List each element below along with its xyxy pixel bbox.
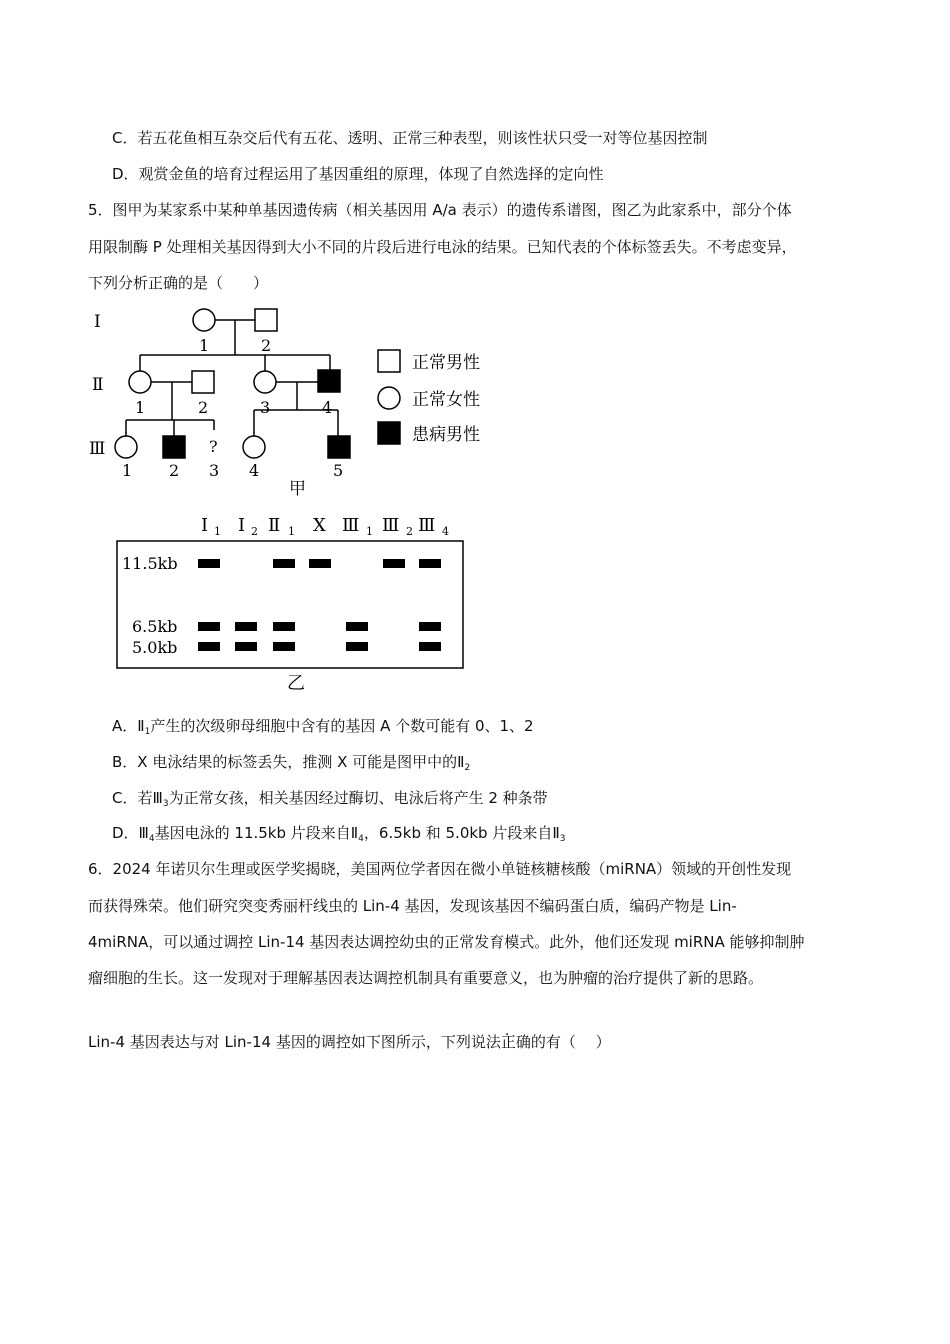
band <box>383 559 405 568</box>
svg-text:1: 1 <box>288 525 295 538</box>
band <box>198 559 220 568</box>
band <box>419 642 441 651</box>
lane-label: Ⅱ <box>268 515 281 536</box>
lane-label: Ⅲ <box>418 515 436 536</box>
band <box>198 642 220 651</box>
female-i1 <box>193 309 215 331</box>
svg-text:5: 5 <box>333 461 344 480</box>
lane-label: Ⅰ <box>201 515 209 536</box>
band <box>273 622 295 631</box>
q6-stem-line1: 6．2024 年诺贝尔生理或医学奖揭晓，美国两位学者因在微小单链核糖核酸（miRNA）领域的开创性发现 <box>88 860 792 878</box>
band <box>419 559 441 568</box>
svg-text:2: 2 <box>198 398 209 417</box>
emphasis-char: 正 <box>500 1033 516 1051</box>
pedigree-chart <box>80 300 520 500</box>
band <box>235 642 257 651</box>
lane-label: X <box>313 515 326 536</box>
gel-chart <box>110 505 480 695</box>
svg-text:4: 4 <box>322 398 333 417</box>
svg-text:2: 2 <box>251 525 258 538</box>
svg-text:2: 2 <box>261 336 272 355</box>
gel-caption: 乙 <box>287 673 305 694</box>
band <box>346 622 368 631</box>
q6-question-line: Lin-4 基因表达与对 Lin-14 基因的调控如下图所示，下列说法正确的有（ ） <box>88 1033 611 1051</box>
svg-text:1: 1 <box>199 336 210 355</box>
band <box>309 559 331 568</box>
band <box>273 559 295 568</box>
svg-text:2: 2 <box>406 525 413 538</box>
svg-text:3: 3 <box>209 461 220 480</box>
gen-label-ii: Ⅱ <box>92 375 104 395</box>
q5-option-c: C．若$Ⅲ_3$为正常女孩，相关基因经过酶切、电泳后将产生 2 种条带 <box>112 789 548 809</box>
svg-text:4: 4 <box>249 461 260 480</box>
size-label: 5.0kb <box>132 638 178 657</box>
q5-option-a: A．$Ⅱ_1$产生的次级卵母细胞中含有的基因 A 个数可能有 0、1、2 <box>112 717 534 737</box>
q5-stem-line1: 5．图甲为某家系中某种单基因遗传病（相关基因用 A/a 表示）的遗传系谱图，图乙为此家系中，部分个体 <box>88 201 792 219</box>
q6-stem-line4: 瘤细胞的生长。这一发现对于理解基因表达调控机制具有重要意义，也为肿瘤的治疗提供了新的思路。 <box>88 969 764 987</box>
q6-stem-line2: 而获得殊荣。他们研究突变秀丽杆线虫的 Lin-4 基因，发现该基因不编码蛋白质，编码产物是 Lin- <box>88 897 737 915</box>
svg-text:3: 3 <box>260 398 271 417</box>
q4-option-d: D．观赏金鱼的培育过程运用了基因重组的原理，体现了自然选择的定向性 <box>112 165 604 183</box>
q6-stem-line3: 4miRNA，可以通过调控 Lin-14 基因表达调控幼虫的正常发育模式。此外，他们还发现 miRNA 能够抑制肿 <box>88 933 805 951</box>
svg-text:1: 1 <box>214 525 221 538</box>
svg-text:1: 1 <box>366 525 373 538</box>
pedigree-caption: 甲 <box>289 479 306 499</box>
band <box>273 642 295 651</box>
svg-text:1: 1 <box>135 398 146 417</box>
svg-text:1: 1 <box>122 461 133 480</box>
svg-text:4: 4 <box>442 525 449 538</box>
size-label: 11.5kb <box>122 554 178 573</box>
unknown-mark: ? <box>209 437 218 456</box>
legend-normal-female: 正常女性 <box>412 390 480 410</box>
band <box>419 622 441 631</box>
q4-option-c: C．若五花鱼相互杂交后代有五花、透明、正常三种表型，则该性状只受一对等位基因控制 <box>112 129 708 147</box>
band <box>198 622 220 631</box>
legend-affected-male: 患病男性 <box>412 425 480 445</box>
q5-option-d: D．$Ⅲ_4$基因电泳的 11.5kb 片段来自$Ⅱ_4$，6.5kb 和 5.0kb 片段来自$Ⅱ_3$ <box>112 824 566 844</box>
size-label: 6.5kb <box>132 617 178 636</box>
band <box>346 642 368 651</box>
gen-label-i: Ⅰ <box>94 312 101 332</box>
svg-text:2: 2 <box>169 461 180 480</box>
legend-normal-male: 正常男性 <box>412 353 480 373</box>
lane-label: Ⅲ <box>342 515 360 536</box>
gen-label-iii: Ⅲ <box>89 439 106 459</box>
q5-stem-line2: 用限制酶 P 处理相关基因得到大小不同的片段后进行电泳的结果。已知代表的个体标签丢失。不考虑变异， <box>88 238 797 256</box>
q5-option-b: B．X 电泳结果的标签丢失，推测 X 可能是图甲中的$Ⅱ_2$ <box>112 753 471 773</box>
male-i2 <box>255 309 277 331</box>
lane-label: Ⅰ <box>238 515 246 536</box>
q5-stem-line3: 下列分析正确的是（ ） <box>88 274 269 292</box>
band <box>235 622 257 631</box>
lane-label: Ⅲ <box>382 515 400 536</box>
